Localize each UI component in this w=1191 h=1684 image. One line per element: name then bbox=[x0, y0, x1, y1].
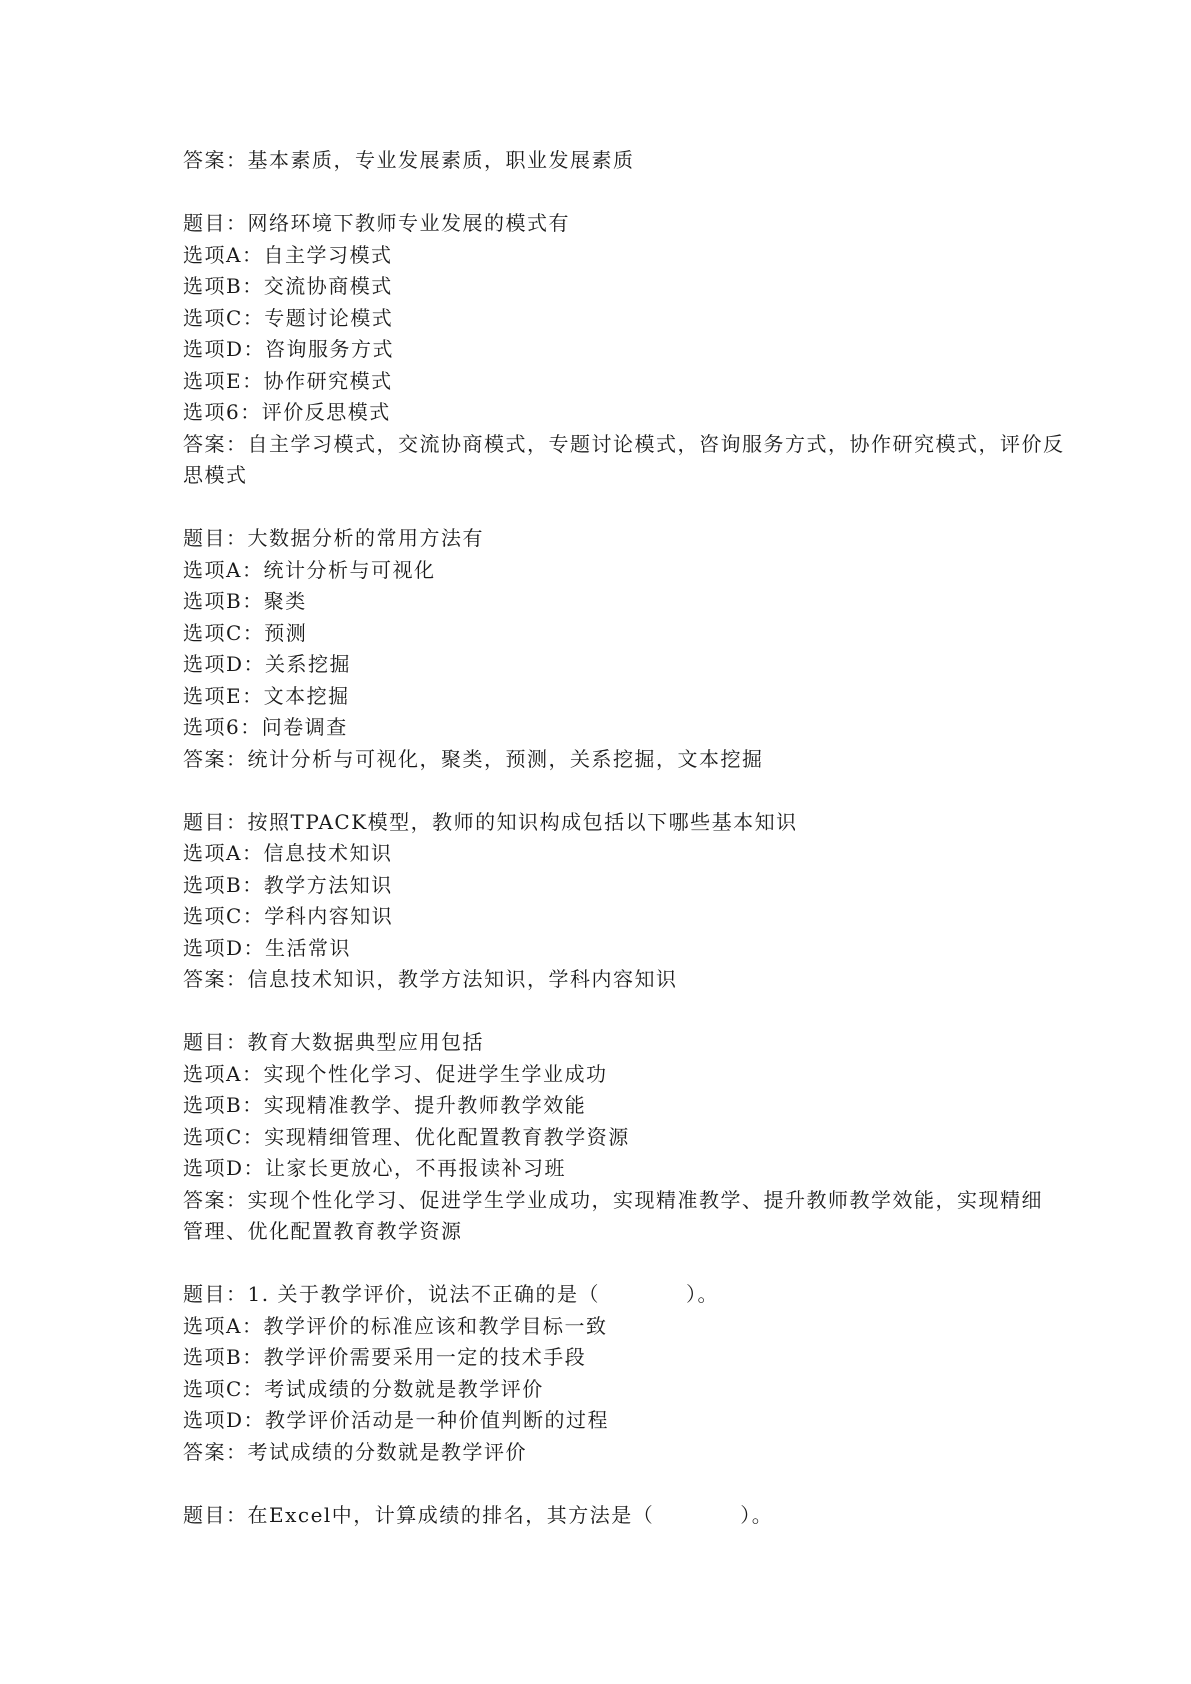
option-e: 选项E：文本挖掘 bbox=[183, 683, 350, 708]
answer-line: 答案：基本素质，专业发展素质，职业发展素质 bbox=[183, 148, 635, 172]
question-title: 题目：网络环境下教师专业发展的模式有 bbox=[183, 211, 570, 235]
option-b: 选项B：教学评价需要采用一定的技术手段 bbox=[183, 1345, 587, 1369]
spacer bbox=[183, 775, 1043, 807]
answer-line: 答案：统计分析与可视化，聚类，预测，关系挖掘，文本挖掘 bbox=[183, 746, 764, 771]
question-block bbox=[183, 1027, 1043, 1248]
question-block bbox=[183, 208, 1065, 492]
question-block bbox=[183, 523, 1043, 775]
question-title: 题目：1. 关于教学评价，说法不正确的是（ ）。 bbox=[183, 1282, 719, 1306]
question-title: 题目：教育大数据典型应用包括 bbox=[183, 1030, 484, 1054]
spacer bbox=[183, 1248, 1043, 1280]
option-a: 选项A：实现个性化学习、促进学生学业成功 bbox=[183, 1061, 608, 1086]
option-b: 选项B：聚类 bbox=[183, 589, 307, 613]
question-title: 题目：大数据分析的常用方法有 bbox=[183, 526, 484, 550]
option-d: 选项D：关系挖掘 bbox=[183, 652, 352, 676]
answer-line: 答案：自主学习模式，交流协商模式，专题讨论模式，咨询服务方式，协作研究模式，评价反 bbox=[183, 431, 1065, 456]
answer-line-continued: 思模式 bbox=[183, 463, 248, 487]
option-a: 选项A：统计分析与可视化 bbox=[183, 557, 436, 582]
option-c: 选项C：实现精细管理、优化配置教育教学资源 bbox=[183, 1124, 630, 1149]
option-a: 选项A：教学评价的标准应该和教学目标一致 bbox=[183, 1313, 608, 1338]
answer-line-continued: 管理、优化配置教育教学资源 bbox=[183, 1219, 463, 1243]
option-b: 选项B：交流协商模式 bbox=[183, 274, 393, 298]
answer-line: 答案：实现个性化学习、促进学生学业成功，实现精准教学、提升教师教学效能，实现精细 bbox=[183, 1187, 1043, 1212]
option-e: 选项E：协作研究模式 bbox=[183, 368, 393, 393]
option-6: 选项6：问卷调查 bbox=[183, 715, 348, 739]
option-d: 选项D：让家长更放心，不再报读补习班 bbox=[183, 1156, 567, 1180]
document-body bbox=[183, 145, 1065, 1531]
option-c: 选项C：专题讨论模式 bbox=[183, 305, 394, 330]
question-title: 题目：在Excel中，计算成绩的排名，其方法是（ ）。 bbox=[183, 1502, 774, 1527]
option-c: 选项C：预测 bbox=[183, 620, 308, 645]
spacer bbox=[183, 1468, 1043, 1500]
spacer bbox=[183, 177, 1043, 209]
option-a: 选项A：自主学习模式 bbox=[183, 242, 393, 267]
option-c: 选项C：学科内容知识 bbox=[183, 904, 394, 928]
option-b: 选项B：教学方法知识 bbox=[183, 872, 393, 897]
question-block bbox=[183, 1279, 1043, 1468]
option-a: 选项A：信息技术知识 bbox=[183, 841, 393, 865]
option-6: 选项6：评价反思模式 bbox=[183, 400, 391, 424]
option-d: 选项D：生活常识 bbox=[183, 935, 352, 960]
option-d: 选项D：咨询服务方式 bbox=[183, 337, 395, 361]
question-block bbox=[183, 807, 1043, 996]
question-title: 题目：按照TPACK模型，教师的知识构成包括以下哪些基本知识 bbox=[183, 809, 798, 834]
spacer bbox=[183, 492, 1043, 524]
option-b: 选项B：实现精准教学、提升教师教学效能 bbox=[183, 1093, 587, 1117]
option-d: 选项D：教学评价活动是一种价值判断的过程 bbox=[183, 1408, 610, 1432]
spacer bbox=[183, 996, 1043, 1028]
option-c: 选项C：考试成绩的分数就是教学评价 bbox=[183, 1376, 544, 1401]
answer-line: 答案：考试成绩的分数就是教学评价 bbox=[183, 1439, 527, 1464]
answer-line: 答案：信息技术知识，教学方法知识，学科内容知识 bbox=[183, 967, 678, 991]
